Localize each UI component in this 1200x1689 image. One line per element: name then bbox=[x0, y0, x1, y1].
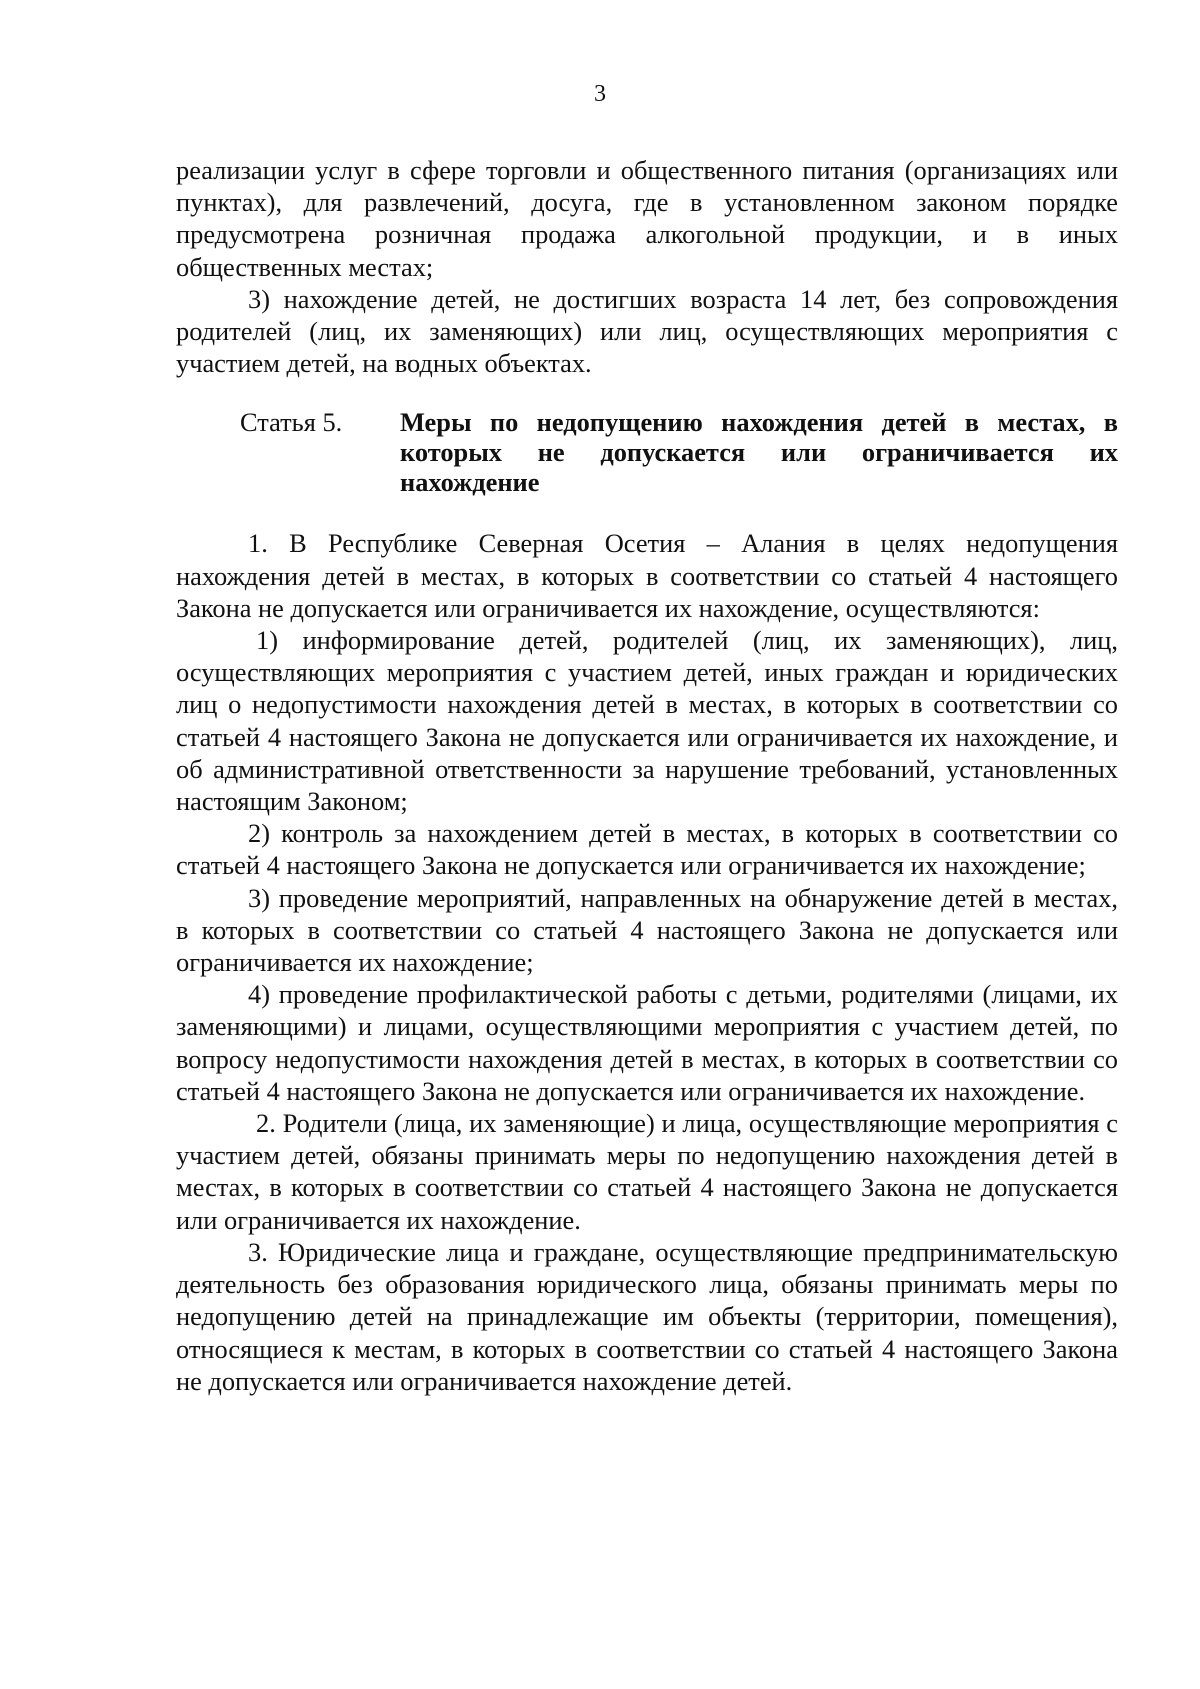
clause-1-item-2: 2) контроль за нахождением детей в местах, в которых в соответствии со статьей 4 настоящего Закона не допускается или ограничивается их нахождение; bbox=[176, 818, 1118, 881]
clause-1-item-4: 4) проведение профилактической работы с детьми, родителями (лицами, их заменяющими) и лицами, осуществляющими мероприятия с участием детей, по вопросу недопустимости нахождения детей в местах, в которых в соответствии со статьей 4 настоящего Закона не допускается или ограничивается их нахождение. bbox=[176, 979, 1118, 1106]
list-item-3-water-objects: 3) нахождение детей, не достигших возраста 14 лет, без сопровождения родителей (лиц, их заменяющих) или лиц, осуществляющих мероприятия с участием детей, на водных объектах. bbox=[176, 283, 1118, 379]
clause-1-item-3: 3) проведение мероприятий, направленных на обнаружение детей в местах, в которых в соответствии со статьей 4 настоящего Закона не допускается или ограничивается их нахождение; bbox=[176, 882, 1118, 978]
article-label: Статья 5. bbox=[240, 407, 343, 438]
clause-2: 2. Родители (лица, их заменяющие) и лица, осуществляющие мероприятия с участием детей, обязаны принимать меры по недопущению нахождения детей в местах, в которых в соответствии со статьей 4 настоящего Закона не допускается или ограничивается их нахождение. bbox=[176, 1108, 1118, 1235]
paragraph-continuation: реализации услуг в сфере торговли и общественного питания (организациях или пунктах), для развлечений, досуга, где в установленном законом порядке предусмотрена розничная продажа алкогольной продукции, и в иных общественных местах; bbox=[176, 155, 1118, 282]
article-title: Меры по недопущению нахождения детей в местах, в которых не допускается или ограничивается их нахождение bbox=[400, 407, 1118, 498]
clause-1-item-1: 1) информирование детей, родителей (лиц, их заменяющих), лиц, осуществляющих мероприятия с участием детей, иных граждан и юридических лиц о недопустимости нахождения детей в местах, в которых в соответствии со статьей 4 настоящего Закона не допускается или ограничивается их нахождение, и об административной ответственности за нарушение требований, установленных настоящим Законом; bbox=[176, 625, 1118, 817]
page-number: 3 bbox=[594, 81, 606, 107]
article-heading bbox=[176, 407, 1118, 497]
clause-1: 1. В Республике Северная Осетия – Алания в целях недопущения нахождения детей в местах, в которых в соответствии со статьей 4 настоящего Закона не допускается или ограничивается их нахождение, осуществляются: bbox=[176, 528, 1118, 623]
document-body bbox=[176, 154, 1118, 1397]
clause-3: 3. Юридические лица и граждане, осуществляющие предпринимательскую деятельность без образования юридического лица, обязаны принимать меры по недопущению детей на принадлежащие им объекты (территории, помещения), относящиеся к местам, в которых в соответствии со статьей 4 настоящего Закона не допускается или ограничивается нахождение детей. bbox=[176, 1236, 1118, 1396]
